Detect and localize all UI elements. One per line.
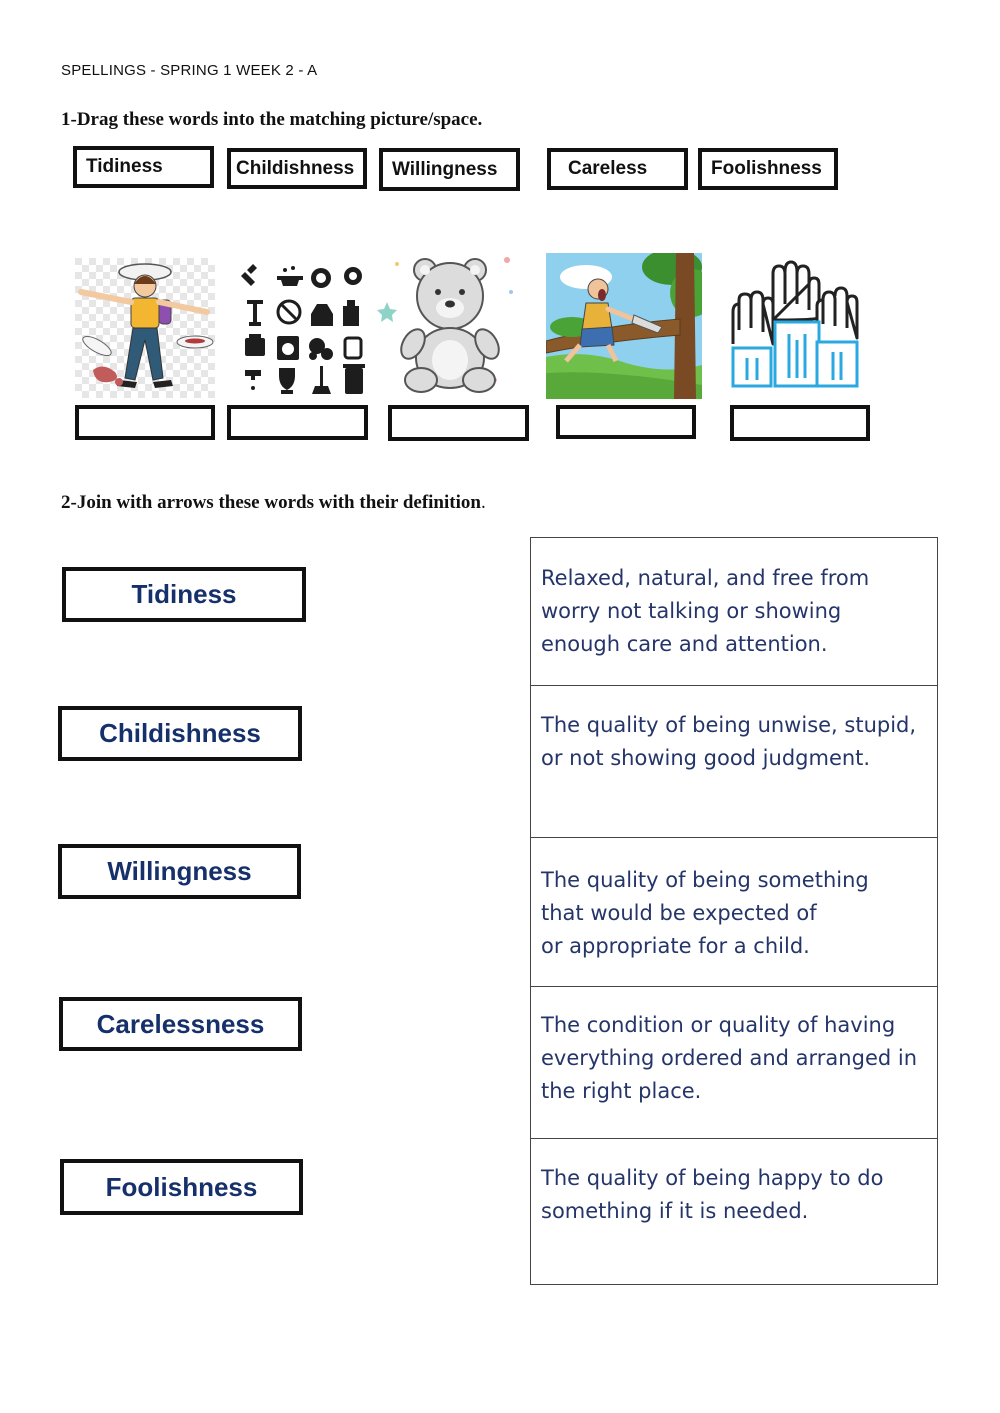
definition-cell-5[interactable] <box>531 1139 937 1284</box>
drag-word-careless[interactable]: Careless <box>547 148 688 190</box>
definition-line: or not showing good judgment. <box>541 746 871 770</box>
definition-cell-4[interactable] <box>531 987 937 1139</box>
drag-word-willingness[interactable]: Willingness <box>379 148 520 191</box>
drop-box-3[interactable] <box>388 405 529 441</box>
join-word-childishness[interactable]: Childishness <box>58 706 302 761</box>
definition-line: The condition or quality of having <box>541 1013 896 1037</box>
section2-instruction-text: 2-Join with arrows these words with their definition <box>61 492 481 513</box>
drag-word-tidiness[interactable]: Tidiness <box>73 146 214 188</box>
definition-line: that would be expected of <box>541 901 817 925</box>
definitions-table <box>530 537 938 1285</box>
picture-cleaning-icons <box>237 258 370 398</box>
definition-cell-1[interactable] <box>531 538 937 686</box>
join-word-foolishness[interactable]: Foolishness <box>60 1159 303 1215</box>
definition-line: Relaxed, natural, and free from <box>541 566 870 590</box>
join-word-tidiness[interactable]: Tidiness <box>62 567 306 622</box>
definition-line: The quality of being something <box>541 868 869 892</box>
drop-box-4[interactable] <box>556 405 696 439</box>
definition-line: something if it is needed. <box>541 1199 809 1223</box>
picture-man-cutting-branch <box>546 253 702 399</box>
drop-box-5[interactable] <box>730 405 870 441</box>
drop-box-1[interactable] <box>75 405 215 440</box>
section2-instruction-period: . <box>480 492 486 513</box>
join-word-willingness[interactable]: Willingness <box>58 844 301 899</box>
definition-line: worry not talking or showing <box>541 599 842 623</box>
drag-word-childishness[interactable]: Childishness <box>227 148 367 189</box>
definition-cell-2[interactable] <box>531 686 937 838</box>
definition-cell-3[interactable] <box>531 838 937 987</box>
definition-line: everything ordered and arranged in <box>541 1046 918 1070</box>
definition-line: or appropriate for a child. <box>541 934 810 958</box>
worksheet-title: SPELLINGS - SPRING 1 WEEK 2 - A <box>61 62 318 79</box>
section1-instruction: 1-Drag these words into the matching picture/space. <box>61 109 483 130</box>
join-word-carelessness[interactable]: Carelessness <box>59 997 302 1051</box>
picture-teddy-bear <box>377 252 523 398</box>
definition-line: The quality of being unwise, stupid, <box>541 713 917 737</box>
definition-line: the right place. <box>541 1079 702 1103</box>
picture-raised-hands <box>715 254 867 390</box>
definition-line: enough care and attention. <box>541 632 828 656</box>
drop-box-2[interactable] <box>227 405 368 440</box>
definition-line: The quality of being happy to do <box>541 1166 884 1190</box>
drag-word-foolishness[interactable]: Foolishness <box>698 148 838 190</box>
picture-careless-woman <box>75 258 215 398</box>
section2-instruction <box>61 492 486 514</box>
